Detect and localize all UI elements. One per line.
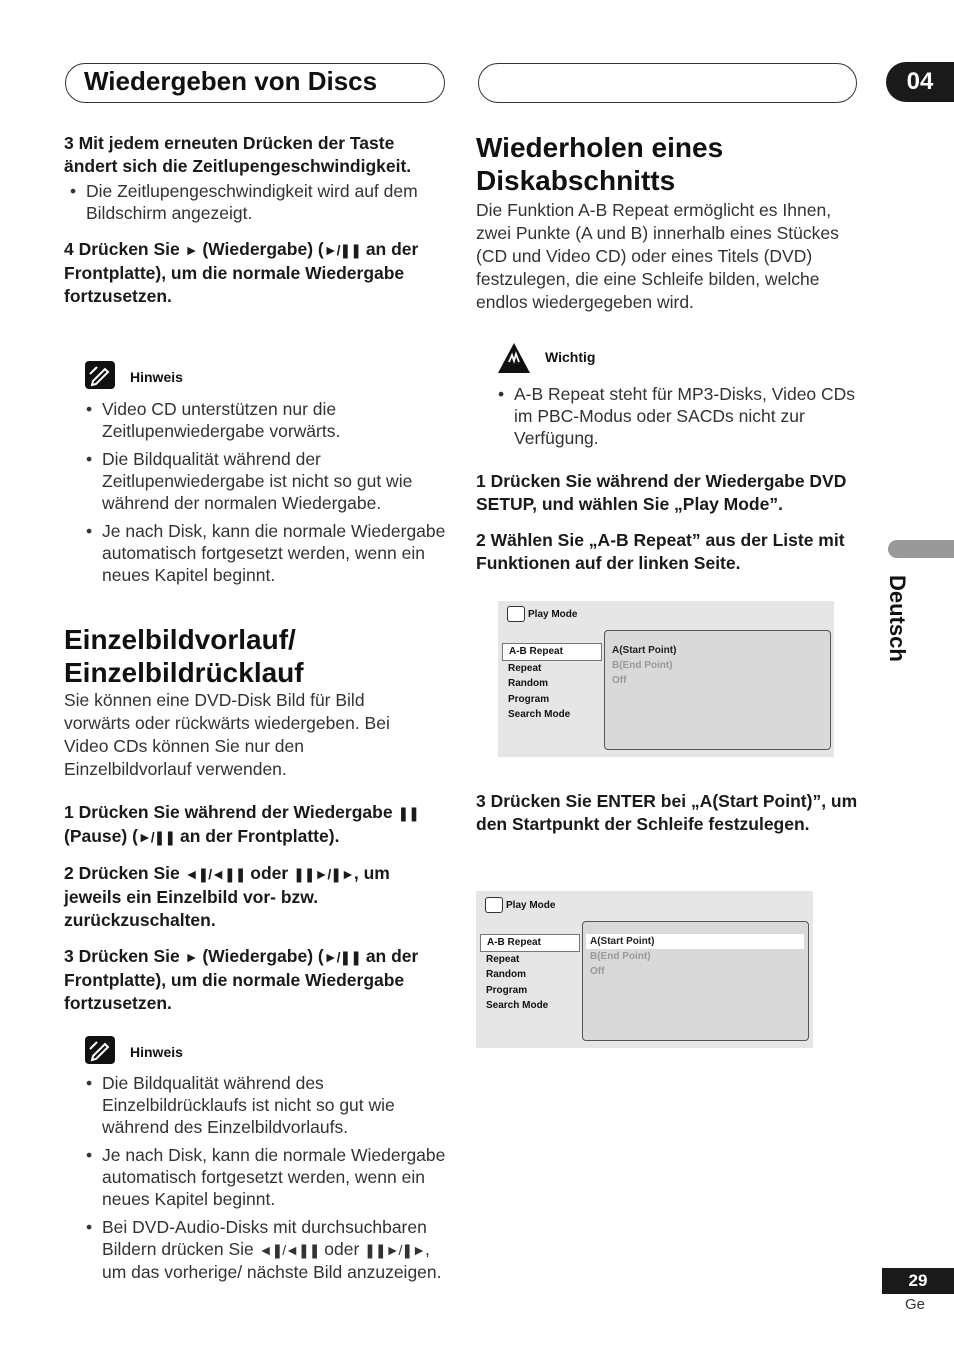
option-end-point[interactable]: B(End Point) (612, 660, 673, 671)
important-label: Wichtig (545, 349, 596, 365)
step-back-symbol: ◄❚/◄❚❚ (184, 866, 246, 882)
list-item: • Bei DVD-Audio-Disks mit durchsuchbaren Bildern drücken Sie ◄❚/◄❚❚ oder ❚❚►/❚►, um das vorherige/ nächste Bild anzuzeigen. (64, 1216, 449, 1283)
menu-item-search-mode[interactable]: Search Mode (508, 709, 571, 720)
list-item: • Die Bildqualität während der Zeitlupenwiedergabe ist nicht so gut wie während der normalen Wiedergabe. (64, 448, 449, 514)
pause-symbol: ❚❚ (397, 805, 419, 821)
list-item: • A-B Repeat steht für MP3-Disks, Video CDs im PBC-Modus oder SACDs nicht zur Verfügung. (476, 383, 861, 449)
play-pause-symbol: ►/❚❚ (137, 829, 176, 845)
menu-item-random[interactable]: Random (508, 678, 548, 689)
ab-step-2: 2 Wählen Sie „A-B Repeat” aus der Liste mit Funktionen auf der linken Seite. (476, 530, 845, 573)
play-mode-screen-2 (476, 891, 813, 1048)
ab-step-3-wrap (476, 790, 858, 836)
note-label: Hinweis (130, 369, 183, 385)
chapter-number: 04 (886, 62, 954, 102)
menu-item-random[interactable]: Random (486, 969, 526, 980)
list-item: • Je nach Disk, kann die normale Wiedergabe automatisch fortgesetzt werden, wenn ein neues Kapitel beginnt. (64, 520, 449, 586)
menu-item-repeat[interactable]: Repeat (508, 662, 542, 674)
section-intro: Die Funktion A-B Repeat ermöglicht es Ihnen, zwei Punkte (A und B) innerhalb eines Stückes (CD und Video CD) oder eines Titels (DVD) festzulegen, die eine Schleife bilden, welche endlos wiedergegeben wird. (476, 200, 839, 312)
menu-item-search-mode[interactable]: Search Mode (486, 1000, 549, 1011)
step-back-symbol: ◄❚/◄❚❚ (258, 1242, 320, 1258)
disc-menu-icon (485, 897, 503, 913)
menu-item-program[interactable]: Program (508, 693, 550, 705)
screen-options (608, 643, 824, 688)
section-heading-ab-repeat: Wiederholen eines Diskabschnitts (476, 132, 724, 196)
list-item: • Die Zeitlupengeschwindigkeit wird auf dem Bildschirm angezeigt. (48, 180, 444, 224)
play-symbol: ► (184, 242, 198, 258)
language-tab (888, 540, 954, 558)
section-heading-frame-step: Einzelbildvorlauf/ Einzelbildrücklauf (64, 624, 304, 688)
header-empty-frame (478, 63, 857, 103)
page-number: 29 (882, 1268, 954, 1294)
menu-item-ab-repeat[interactable]: A-B Repeat (502, 643, 602, 661)
language-code: Ge (904, 1296, 925, 1313)
frame-step-2: 2 Drücken Sie ◄❚/◄❚❚ oder ❚❚►/❚►, um jeweils ein Einzelbild vor- bzw. zurückzuschalten. (64, 863, 390, 930)
option-start-point[interactable]: A(Start Point) (612, 645, 677, 656)
option-end-point[interactable]: B(End Point) (590, 951, 651, 962)
frame-step-3: 3 Drücken Sie ► (Wiedergabe) (►/❚❚ an der Frontplatte), um die normale Wiedergabe fortzusetzen. (64, 946, 419, 1013)
ab-step-1: 1 Drücken Sie während der Wiedergabe DVD SETUP, und wählen Sie „Play Mode”. (476, 471, 847, 514)
screen-menu (502, 643, 602, 723)
play-pause-symbol: ►/❚❚ (323, 242, 361, 258)
step-3-slow: 3 Mit jedem erneuten Drücken der Taste ändert sich die Zeitlupengeschwindigkeit. (64, 133, 412, 176)
note-label: Hinweis (130, 1044, 183, 1060)
language-label: Deutsch (885, 575, 910, 662)
play-symbol: ► (184, 949, 198, 965)
play-mode-screen-1 (498, 601, 834, 757)
screen-title: Play Mode (506, 900, 556, 911)
disc-menu-icon (507, 606, 525, 622)
option-off[interactable]: Off (612, 675, 627, 686)
screen-menu (480, 934, 580, 1014)
left-column (64, 132, 444, 308)
list-item: • Die Bildqualität während des Einzelbildrücklaufs ist nicht so gut wie während des Einzelbildvorlaufs. (64, 1072, 449, 1138)
step-forward-symbol: ❚❚►/❚► (293, 866, 354, 882)
step-4-resume: 4 Drücken Sie ► (Wiedergabe) (►/❚❚ an der Frontplatte), um die normale Wiedergabe fortzusetzen. (64, 239, 419, 306)
option-start-point[interactable]: A(Start Point) (586, 934, 804, 949)
section-intro: Sie können eine DVD-Disk Bild für Bild vorwärts oder rückwärts wiedergeben. Bei Video CDs können Sie nur den Einzelbildvorlauf verwenden. (64, 690, 390, 779)
option-off[interactable]: Off (590, 966, 605, 977)
section-title: Wiedergeben von Discs (84, 66, 378, 96)
ab-step-3: 3 Drücken Sie ENTER bei „A(Start Point)”, um den Startpunkt der Schleife festzulegen. (476, 791, 858, 834)
note-icon (85, 1036, 115, 1064)
note-2-list (64, 1072, 449, 1289)
ab-steps (476, 470, 858, 575)
right-column (476, 131, 858, 314)
menu-item-ab-repeat[interactable]: A-B Repeat (480, 934, 580, 952)
note-1-list (64, 398, 449, 592)
screen-options (586, 934, 804, 979)
frame-step-section (64, 623, 444, 1015)
list-item: • Je nach Disk, kann die normale Wiedergabe automatisch fortgesetzt werden, wenn ein neues Kapitel beginnt. (64, 1144, 449, 1210)
menu-item-repeat[interactable]: Repeat (486, 953, 520, 965)
important-list (476, 383, 861, 455)
play-pause-symbol: ►/❚❚ (323, 949, 361, 965)
step-3-bullets (48, 180, 444, 224)
note-icon (85, 361, 115, 389)
warning-icon (497, 342, 531, 374)
menu-item-program[interactable]: Program (486, 984, 528, 996)
frame-step-1: 1 Drücken Sie während der Wiedergabe ❚❚ (Pause) (►/❚❚ an der Frontplatte). (64, 802, 419, 846)
screen-title: Play Mode (528, 609, 578, 620)
step-forward-symbol: ❚❚►/❚► (364, 1242, 425, 1258)
list-item: • Video CD unterstützen nur die Zeitlupenwiedergabe vorwärts. (64, 398, 449, 442)
